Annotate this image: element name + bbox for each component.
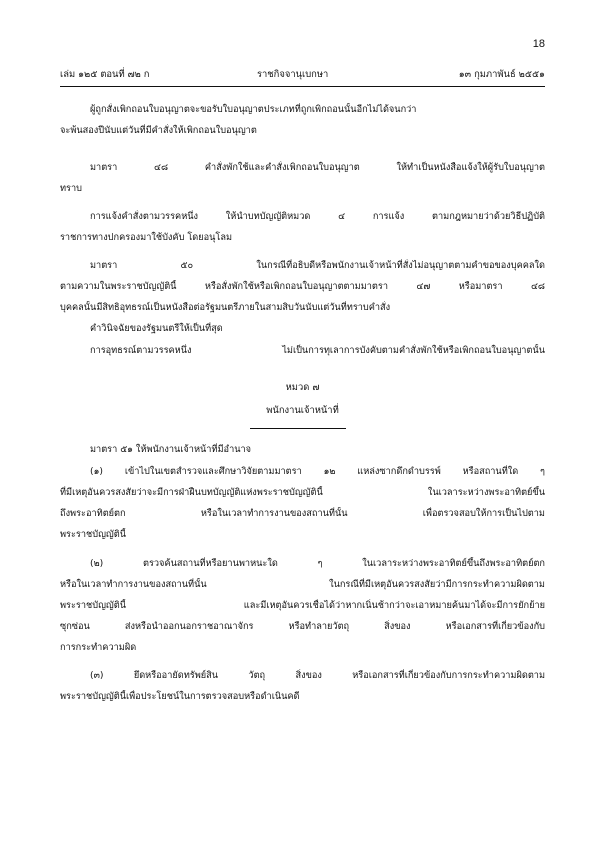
chapter-underline [250, 428, 346, 429]
section-51-item-2-line: พระราชบัญญัตินี้ และมีเหตุอันควรเชื่อได้ว่าหากเนิ่นช้ากว่าจะเอาหมายค้นมาได้จะมีการยักย้าย [60, 600, 545, 611]
section-50-line: ตามความในพระราชบัญญัตินี้ หรือสั่งพักใช้หรือเพิกถอนใบอนุญาตตามมาตรา ๔๗ หรือมาตรา ๔๘ [60, 281, 545, 292]
header-volume: เล่ม ๑๒๕ ตอนที่ ๗๒ ก [60, 69, 150, 80]
gazette-header [60, 67, 545, 81]
paragraph-line: ราชการทางปกครองมาใช้บังคับ โดยอนุโลม [60, 232, 233, 243]
section-51-item-2-line: (๒) ตรวจค้นสถานที่หรือยานพาหนะใด ๆ ในเวลาระหว่างพระอาทิตย์ขึ้นถึงพระอาทิตย์ตก [90, 558, 545, 569]
paragraph-line: จะพ้นสองปีนับแต่วันที่มีคำสั่งให้เพิกถอนใบอนุญาต [60, 125, 257, 136]
header-publication: ราชกิจจานุเบกษา [257, 69, 329, 80]
section-51-item-1-line: ที่มีเหตุอันควรสงสัยว่าจะมีการฝ่าฝืนบทบัญญัติแห่งพระราชบัญญัตินี้ ในเวลาระหว่างพระอาทิตย์ขึ้น [60, 487, 545, 498]
section-51-item-1-line: (๑) เข้าไปในเขตสำรวจและศึกษาวิจัยตามมาตรา ๑๒ แหล่งซากดึกดำบรรพ์ หรือสถานที่ใด ๆ [90, 466, 545, 477]
paragraph-line: ผู้ถูกสั่งเพิกถอนใบอนุญาตจะขอรับใบอนุญาตประเภทที่ถูกเพิกถอนนั้นอีกไม่ได้จนกว่า [90, 104, 417, 115]
page-number: 18 [532, 38, 545, 50]
section-51-item-3-line: พระราชบัญญัตินี้เพื่อประโยชน์ในการตรวจสอบหรือดำเนินคดี [60, 691, 300, 702]
section-48-line: ทราบ [60, 183, 82, 194]
section-48-line: มาตรา ๔๘ คำสั่งพักใช้และคำสั่งเพิกถอนใบอนุญาต ให้ทำเป็นหนังสือแจ้งให้ผู้รับใบอนุญาต [90, 162, 545, 173]
chapter-title: พนักงานเจ้าหน้าที่ [266, 405, 339, 416]
section-51-item-3-line: (๓) ยึดหรืออายัดทรัพย์สิน วัตถุ สิ่งของ หรือเอกสารที่เกี่ยวข้องกับการกระทำความผิดตาม [90, 670, 545, 681]
section-51-intro: มาตรา ๕๑ ให้พนักงานเจ้าหน้าที่มีอำนาจ [90, 444, 252, 455]
paragraph-line: การอุทธรณ์ตามวรรคหนึ่ง ไม่เป็นการทุเลาการบังคับตามคำสั่งพักใช้หรือเพิกถอนใบอนุญาตนั้น [90, 345, 545, 356]
header-date: ๑๓ กุมภาพันธ์ ๒๕๕๑ [458, 69, 545, 80]
paragraph-line: คำวินิจฉัยของรัฐมนตรีให้เป็นที่สุด [90, 323, 223, 334]
section-51-item-1-line: ถึงพระอาทิตย์ตก หรือในเวลาทำการงานของสถานที่นั้น เพื่อตรวจสอบให้การเป็นไปตาม [60, 508, 545, 519]
section-51-item-2-line: หรือในเวลาทำการงานของสถานที่นั้น ในกรณีที่มีเหตุอันควรสงสัยว่ามีการกระทำความผิดตาม [60, 579, 545, 590]
section-51-item-1-line: พระราชบัญญัตินี้ [60, 529, 126, 540]
chapter-number: หมวด ๗ [285, 382, 320, 393]
header-divider [60, 86, 545, 87]
section-51-item-2-line: การกระทำความผิด [60, 642, 137, 653]
paragraph-line: การแจ้งคำสั่งตามวรรคหนึ่ง ให้นำบทบัญญัติหมวด ๔ การแจ้ง ตามกฎหมายว่าด้วยวิธีปฏิบัติ [90, 211, 545, 222]
section-51-item-2-line: ซุกซ่อน ส่งหรือนำออกนอกราชอาณาจักร หรือทำลายวัตถุ สิ่งของ หรือเอกสารที่เกี่ยวข้องกับ [60, 621, 545, 632]
section-50-line: บุคคลนั้นมีสิทธิอุทธรณ์เป็นหนังสือต่อรัฐมนตรีภายในสามสิบวันนับแต่วันที่ทราบคำสั่ง [60, 302, 391, 313]
section-50-line: มาตรา ๕๐ ในกรณีที่อธิบดีหรือพนักงานเจ้าหน้าที่สั่งไม่อนุญาตตามคำขอของบุคคลใด [90, 260, 545, 271]
